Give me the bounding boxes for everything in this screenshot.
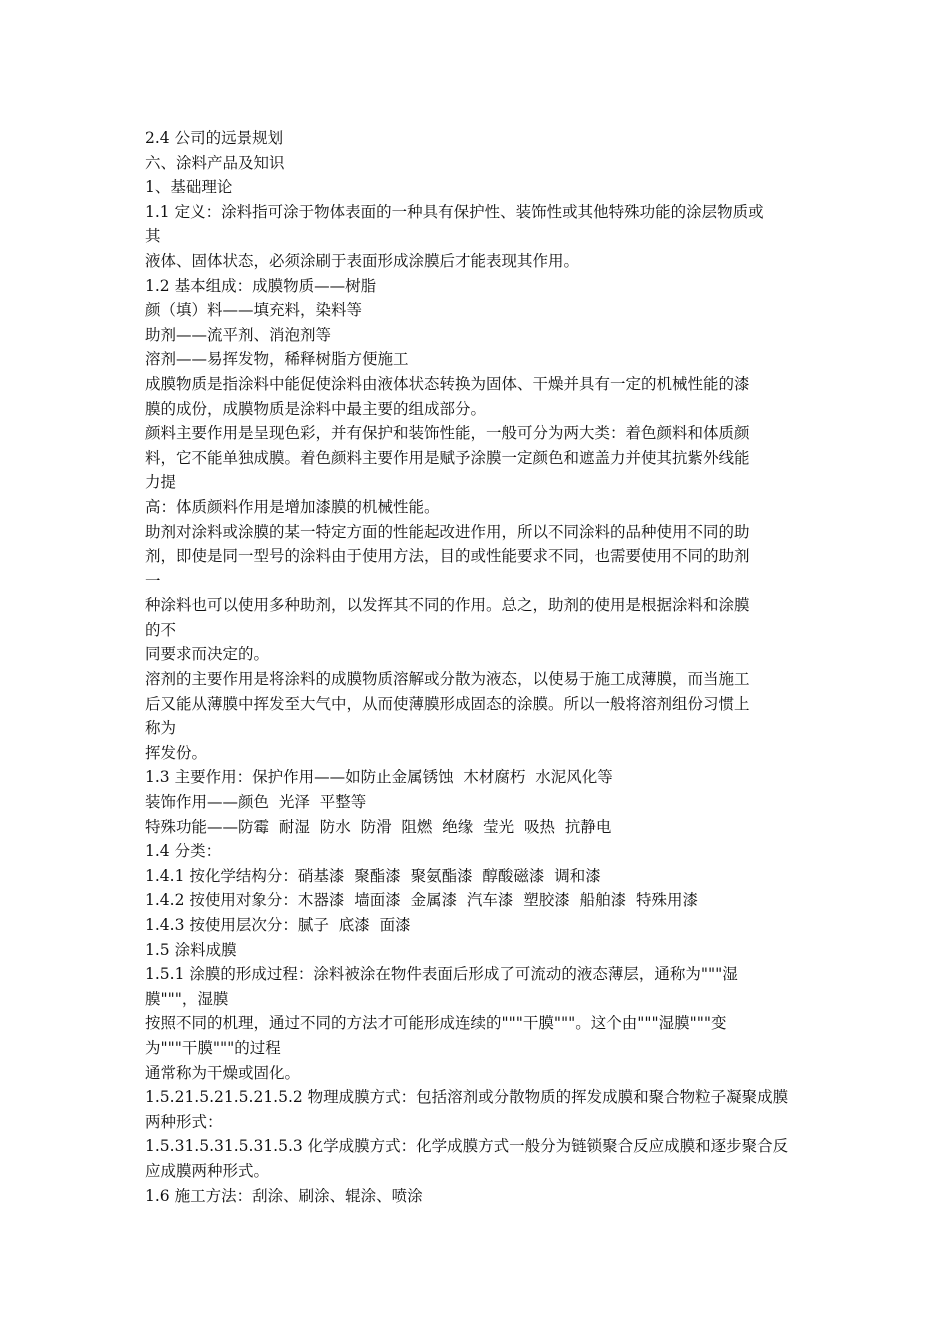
text-line: 1.5.21.5.21.5.21.5.2 物理成膜方式：包括溶剂或分散物质的挥发成膜和聚合物粒子凝聚成膜: [145, 1088, 789, 1107]
text-line: 1.4.1 按化学结构分：硝基漆 聚酯漆 聚氨酯漆 醇酸磁漆 调和漆: [145, 866, 601, 885]
text-line: 膜"""，湿膜: [145, 989, 229, 1008]
text-line: 挥发份。: [145, 743, 208, 762]
text-line: 成膜物质是指涂料中能促使涂料由液体状态转换为固体、干燥并具有一定的机械性能的漆: [145, 374, 750, 393]
text-line: 剂，即使是同一型号的涂料由于使用方法，目的或性能要求不同，也需要使用不同的助剂: [145, 547, 750, 566]
text-line: 1.4.2 按使用对象分：木器漆 墙面漆 金属漆 汽车漆 塑胶漆 船舶漆 特殊用漆: [145, 891, 698, 910]
text-line: 助剂——流平剂、消泡剂等: [145, 325, 332, 344]
text-line: 1.5.1 涂膜的形成过程：涂料被涂在物件表面后形成了可流动的液态薄层，通称为"""湿: [145, 965, 738, 984]
document-body: [145, 126, 811, 1208]
text-line: 液体、固体状态，必须涂刷于表面形成涂膜后才能表现其作用。: [145, 251, 580, 270]
text-line: 1.4.3 按使用层次分：腻子 底漆 面漆: [145, 916, 411, 934]
text-line: 力提: [145, 473, 177, 492]
text-line: 按照不同的机理，通过不同的方法才可能形成连续的"""干膜"""。这个由"""湿膜"""变: [145, 1014, 727, 1033]
text-line: 2.4 公司的远景规划: [145, 129, 284, 147]
text-line: 1、基础理论: [145, 178, 233, 197]
text-line: 称为: [145, 719, 177, 738]
text-line: 种涂料也可以使用多种助剂，以发挥其不同的作用。总之，助剂的使用是根据涂料和涂膜: [145, 596, 750, 615]
text-line: 溶剂——易挥发物，稀释树脂方便施工: [145, 350, 409, 369]
text-line: 助剂对涂料或涂膜的某一特定方面的性能起改进作用，所以不同涂料的品种使用不同的助: [145, 522, 750, 541]
text-line: 1.5.31.5.31.5.31.5.3 化学成膜方式：化学成膜方式一般分为链锁聚合反应成膜和逐步聚合反: [145, 1137, 789, 1156]
text-line: 其: [145, 227, 161, 246]
text-line: 一: [145, 571, 161, 590]
text-line: 溶剂的主要作用是将涂料的成膜物质溶解或分散为液态，以使易于施工成薄膜，而当施工: [145, 670, 750, 689]
text-line: 1.5 涂料成膜: [145, 940, 237, 959]
text-line: 颜料主要作用是呈现色彩，并有保护和装饰性能，一般可分为两大类：着色颜料和体质颜: [145, 424, 750, 443]
text-line: 高：体质颜料作用是增加漆膜的机械性能。: [145, 497, 440, 516]
text-line: 1.3 主要作用：保护作用——如防止金属锈蚀 木材腐朽 水泥风化等: [145, 768, 613, 787]
text-line: 六、涂料产品及知识: [145, 153, 285, 172]
text-line: 后又能从薄膜中挥发至大气中，从而使薄膜形成固态的涂膜。所以一般将溶剂组份习惯上: [145, 694, 750, 713]
text-line: 1.2 基本组成：成膜物质——树脂: [145, 276, 377, 295]
text-line: 为"""干膜"""的过程: [145, 1038, 281, 1057]
text-line: 同要求而决定的。: [145, 645, 270, 664]
text-line: 料，它不能单独成膜。着色颜料主要作用是赋予涂膜一定颜色和遮盖力并使其抗紫外线能: [145, 448, 750, 467]
text-line: 特殊功能——防霉 耐湿 防水 防滑 阻燃 绝缘 莹光 吸热 抗静电: [145, 817, 612, 836]
text-line: 1.6 施工方法：刮涂、刷涂、辊涂、喷涂: [145, 1186, 423, 1205]
text-line: 应成膜两种形式。: [145, 1161, 270, 1180]
text-line: 通常称为干燥或固化。: [145, 1063, 301, 1082]
text-line: 颜（填）料——填充料，染料等: [145, 301, 363, 320]
text-line: 1.1 定义：涂料指可涂于物体表面的一种具有保护性、装饰性或其他特殊功能的涂层物质或: [145, 202, 764, 221]
text-line: 的不: [145, 620, 177, 639]
text-line: 两种形式：: [145, 1112, 223, 1131]
text-line: 装饰作用——颜色 光泽 平整等: [145, 793, 367, 812]
text-line: 膜的成份，成膜物质是涂料中最主要的组成部分。: [145, 399, 487, 418]
text-line: 1.4 分类：: [145, 842, 222, 861]
